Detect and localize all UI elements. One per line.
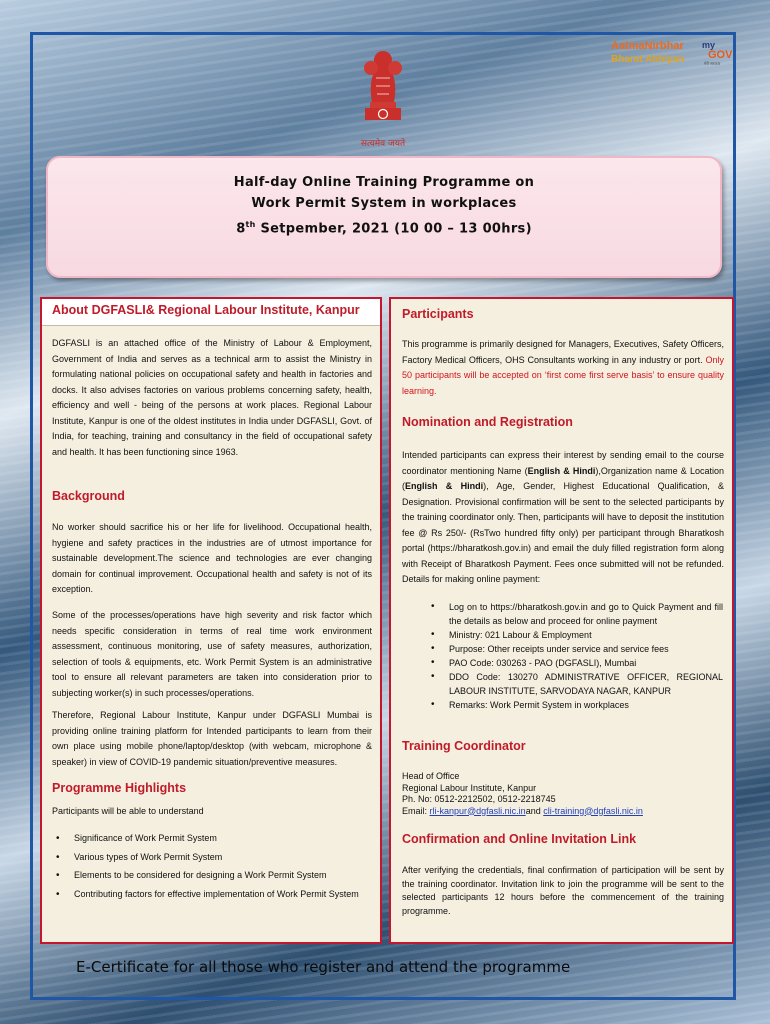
logo-line-1: AatmaNirbhar	[611, 40, 684, 52]
date-rest: Setpember, 2021 (10 00 – 13 00hrs)	[255, 221, 532, 237]
title-date	[48, 214, 720, 239]
email-link-cli[interactable]: cli-training@dgfasli.nic.in	[543, 805, 643, 816]
participants-text	[402, 337, 724, 399]
list-item: • Log on to https://bharatkosh.gov.in and go to Quick Payment and fill the details as below and proceed for online payment	[427, 600, 723, 628]
list-item: • Ministry: 021 Labour & Employment	[427, 628, 723, 642]
title-line-1: Half-day Online Training Programme on	[233, 175, 535, 190]
list-item: • Various types of Work Permit System	[52, 850, 372, 866]
nomination-b2: English & Hindi	[405, 481, 484, 491]
confirmation-text: After verifying the credentials, final confirmation of participation will be sent by the training coordinator. Invitation link to join the programme will be sent to the selected participants 12 hours before the commencement of the training programme.	[402, 865, 724, 916]
participants-heading: Participants	[402, 307, 474, 321]
confirmation-heading: Confirmation and Online Invitation Link	[402, 832, 637, 846]
list-item: • Elements to be considered for designing a Work Permit System	[52, 868, 372, 884]
email-link-rli[interactable]: rli-kanpur@dgfasli.nic.in	[429, 805, 526, 816]
highlights-intro: Participants will be able to understand	[52, 806, 204, 816]
about-heading: About DGFASLI& Regional Labour Institute, Kanpur	[42, 299, 380, 326]
coordinator-phone: Ph. No: 0512-2212502, 0512-2218745	[402, 794, 556, 804]
background-heading: Background	[52, 489, 125, 503]
mygov-my: my	[702, 40, 716, 50]
aatmanirbhar-logo	[608, 40, 736, 68]
nomination-t3: ), Age, Gender, Highest Educational Qualification, & Designation. Provisional confirmation will be sent to the selected participants by the training coordinator only. Then, participants will have to deposit the institution fee @ Rs 250/- (RsTwo hundred fifty only) per participant through Bharatkosh portal (https://bharatkosh.gov.in) and email the duly filled registration form along with Receipt of Bharatkosh Payment. Fees once submitted will not be refunded. Details for making online payment:	[402, 481, 724, 584]
list-item: • DDO Code: 130270 ADMINISTRATIVE OFFICER, REGIONAL LABOUR INSTITUTE, SARVODAYA NAGAR, KANPUR	[427, 670, 723, 698]
coordinator-email-row	[402, 806, 724, 818]
highlights-heading: Programme Highlights	[52, 781, 187, 795]
about-text: DGFASLI is an attached office of the Ministry of Labour & Employment, Government of India and serves as a technical arm to assist the Ministry in formulating national policies on occupational safety and health in factories and docks. It also advises factories on various problems concerning safety, health, efficiency and well - being of the persons at work places. Regional Labour Institute, Kanpur is one of the oldest institutes in India under DGFASLI, Govt. of India, for teaching, training and consultancy in the field of occupational safety and health. It has been functioning since 1963.	[52, 338, 372, 457]
background-para-1: No worker should sacrifice his or her life for livelihood. Occupational health, hygiene and safety practices in the industries are of utmost importance for sustainable development.The science and technologies are ever changing domain for continual improvement. Occupational health and safety is not of its exception.	[52, 522, 372, 594]
list-item: • Purpose: Other receipts under service and service fees	[427, 642, 723, 656]
coordinator-block	[402, 771, 724, 817]
participants-note: Only 50 participants will be accepted on ‘first come first serve basis’ to ensure quality learning.	[402, 354, 724, 396]
date-day: 8	[236, 221, 246, 237]
coordinator-line-1: Head of Office	[402, 771, 460, 781]
background-para-2: Some of the processes/operations have high severity and risk factor which needs specific consideration in terms of real time work environment assessment, continuous monitoring, use of safety measures, authorization, selection of tools & equipments, etc. Work Permit System is an administrative tool to ensure all relevant parameters are taken into consideration prior to subjecting worker(s) in such processes/operations.	[52, 610, 372, 698]
nomination-t2: ),Organization name & Location (	[402, 465, 725, 491]
list-item: • Significance of Work Permit System	[52, 831, 372, 847]
background-para-3: Therefore, Regional Labour Institute, Kanpur under DGFASLI Mumbai is providing online training platform for Intended participants to learn from their own place using mobile phone/laptop/desktop (with webcam, microphone & speaker) in view of COVID-19 pandemic situation/preventive measures.	[52, 710, 372, 767]
coordinator-line-2: Regional Labour Institute, Kanpur	[402, 782, 537, 793]
list-item: • Remarks: Work Permit System in workplaces	[427, 698, 723, 712]
nomination-b1: English & Hindi	[527, 465, 596, 476]
email-label: Email:	[402, 805, 430, 816]
mygov-logo	[700, 40, 734, 66]
list-item: • PAO Code: 030263 - PAO (DGFASLI), Mumbai	[427, 656, 723, 670]
national-emblem	[352, 38, 414, 149]
nomination-t1: Intended participants can express their interest by sending email to the course coordinator mentioning Name (	[402, 450, 724, 476]
participants-body: This programme is primarily designed for Managers, Executives, Safety Officers, Factory Medical Officers, OHS Consultants working in any industry or port.	[402, 339, 724, 365]
date-suffix: th	[245, 220, 256, 229]
certificate-note: E-Certificate for all those who register and attend the programme	[76, 958, 571, 976]
list-item: • Contributing factors for effective implementation of Work Permit System	[52, 887, 372, 903]
logo-line-2: Bharat Abhiyan	[611, 54, 685, 65]
mygov-gov: GOV	[708, 49, 733, 61]
lion-capital-icon	[352, 38, 414, 130]
left-panel	[40, 297, 382, 944]
nomination-heading: Nomination and Registration	[402, 415, 573, 429]
nomination-text	[402, 448, 724, 588]
title-line-2: Work Permit System in workplaces	[251, 196, 517, 211]
title-banner	[46, 156, 722, 278]
emblem-caption: सत्यमेव जयते	[360, 139, 406, 149]
highlights-list	[52, 831, 372, 902]
email-and: and	[525, 805, 544, 816]
payment-list	[427, 600, 723, 712]
mygov-sub: मेरी सरकार	[704, 61, 721, 66]
coordinator-heading: Training Coordinator	[402, 739, 526, 753]
right-panel	[389, 297, 734, 944]
